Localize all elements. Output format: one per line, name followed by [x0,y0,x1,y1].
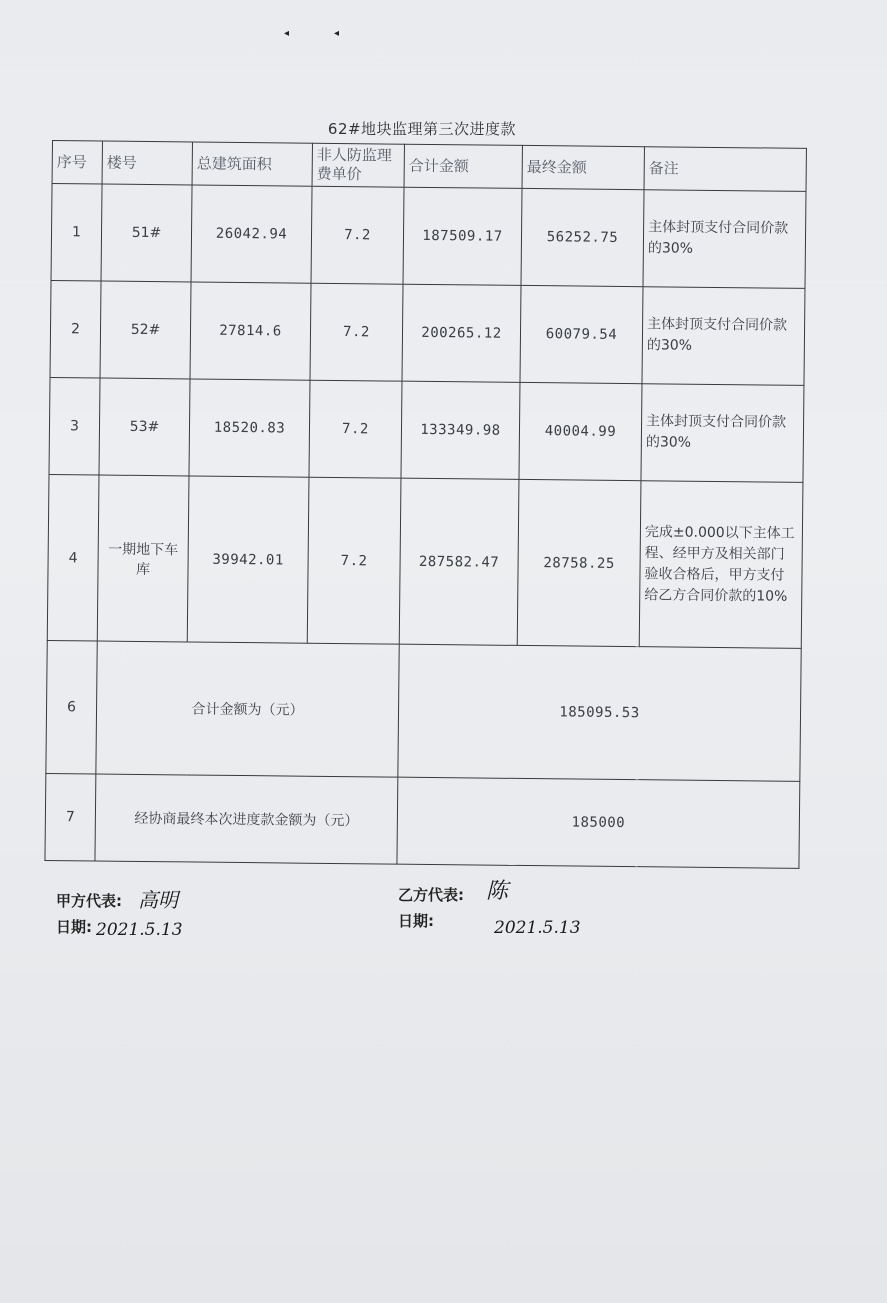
cell-seq: 7 [45,773,96,861]
party-a-signature: 高明 [138,888,178,912]
party-b-date-label: 日期: [398,912,434,930]
table-row [51,184,806,289]
party-b-signature: 陈 [486,879,509,904]
cell-area: 26042.94 [191,185,312,283]
cell-total: 287582.47 [399,478,519,645]
cell-remarks: 主体封顶支付合同价款的30% [642,287,805,386]
cell-seq: 4 [47,474,99,641]
header-unit-price: 非人防监理费单价 [312,143,404,187]
cell-unit-price: 7.2 [309,380,402,478]
table-row [50,280,805,385]
header-remarks: 备注 [644,147,806,192]
cell-final: 60079.54 [520,285,643,383]
party-b-date: 2021.5.13 [494,918,581,938]
header-area: 总建筑面积 [192,142,312,186]
cell-seq: 3 [49,377,100,475]
cell-unit-price: 7.2 [311,186,404,284]
header-seq: 序号 [52,141,102,185]
cell-building: 一期地下车库 [97,475,189,642]
cell-remarks: 主体封顶支付合同价款的30% [643,190,806,289]
party-b-label: 乙方代表: [398,886,464,904]
cell-total: 187509.17 [403,187,522,285]
cell-unit-price: 7.2 [307,477,401,644]
cell-final: 40004.99 [519,382,642,480]
header-building: 楼号 [102,141,192,185]
cell-area: 39942.01 [187,476,309,643]
final-amount-row [45,773,800,868]
progress-payment-table [44,140,807,869]
cell-seq: 6 [46,640,97,774]
header-total: 合计金额 [404,144,522,188]
cell-building: 52# [100,281,191,379]
cell-total: 133349.98 [401,381,520,479]
punch-mark-right: ◂ [334,28,340,39]
cell-final: 28758.25 [517,479,641,646]
cell-total: 200265.12 [402,284,521,382]
cell-remarks: 主体封顶支付合同价款的30% [641,384,804,483]
cell-building: 51# [101,184,192,282]
party-a-date: 2021.5.13 [96,920,183,940]
header-final: 最终金额 [522,145,644,189]
final-label: 经协商最终本次进度款金额为（元） [95,774,398,864]
final-value: 185000 [397,777,800,868]
table-row [49,377,804,482]
party-a-label: 甲方代表: [56,892,122,910]
cell-building: 53# [99,378,190,476]
party-a-date-label: 日期: [56,918,92,936]
summary-label: 合计金额为（元） [96,641,399,777]
table-row [47,474,803,648]
document-title: 62#地块监理第三次进度款 [327,120,517,138]
summary-value: 185095.53 [398,644,801,781]
summary-row [46,640,801,781]
cell-remarks: 完成±0.000以下主体工程、经甲方及相关部门验收合格后，甲方支付给乙方合同价款的10% [639,481,803,649]
cell-final: 56252.75 [521,188,644,286]
cell-area: 27814.6 [190,282,311,380]
cell-unit-price: 7.2 [310,283,403,381]
cell-area: 18520.83 [189,379,310,477]
punch-mark-left: ◂ [284,28,290,39]
cell-seq: 1 [51,184,102,282]
cell-seq: 2 [50,280,101,378]
